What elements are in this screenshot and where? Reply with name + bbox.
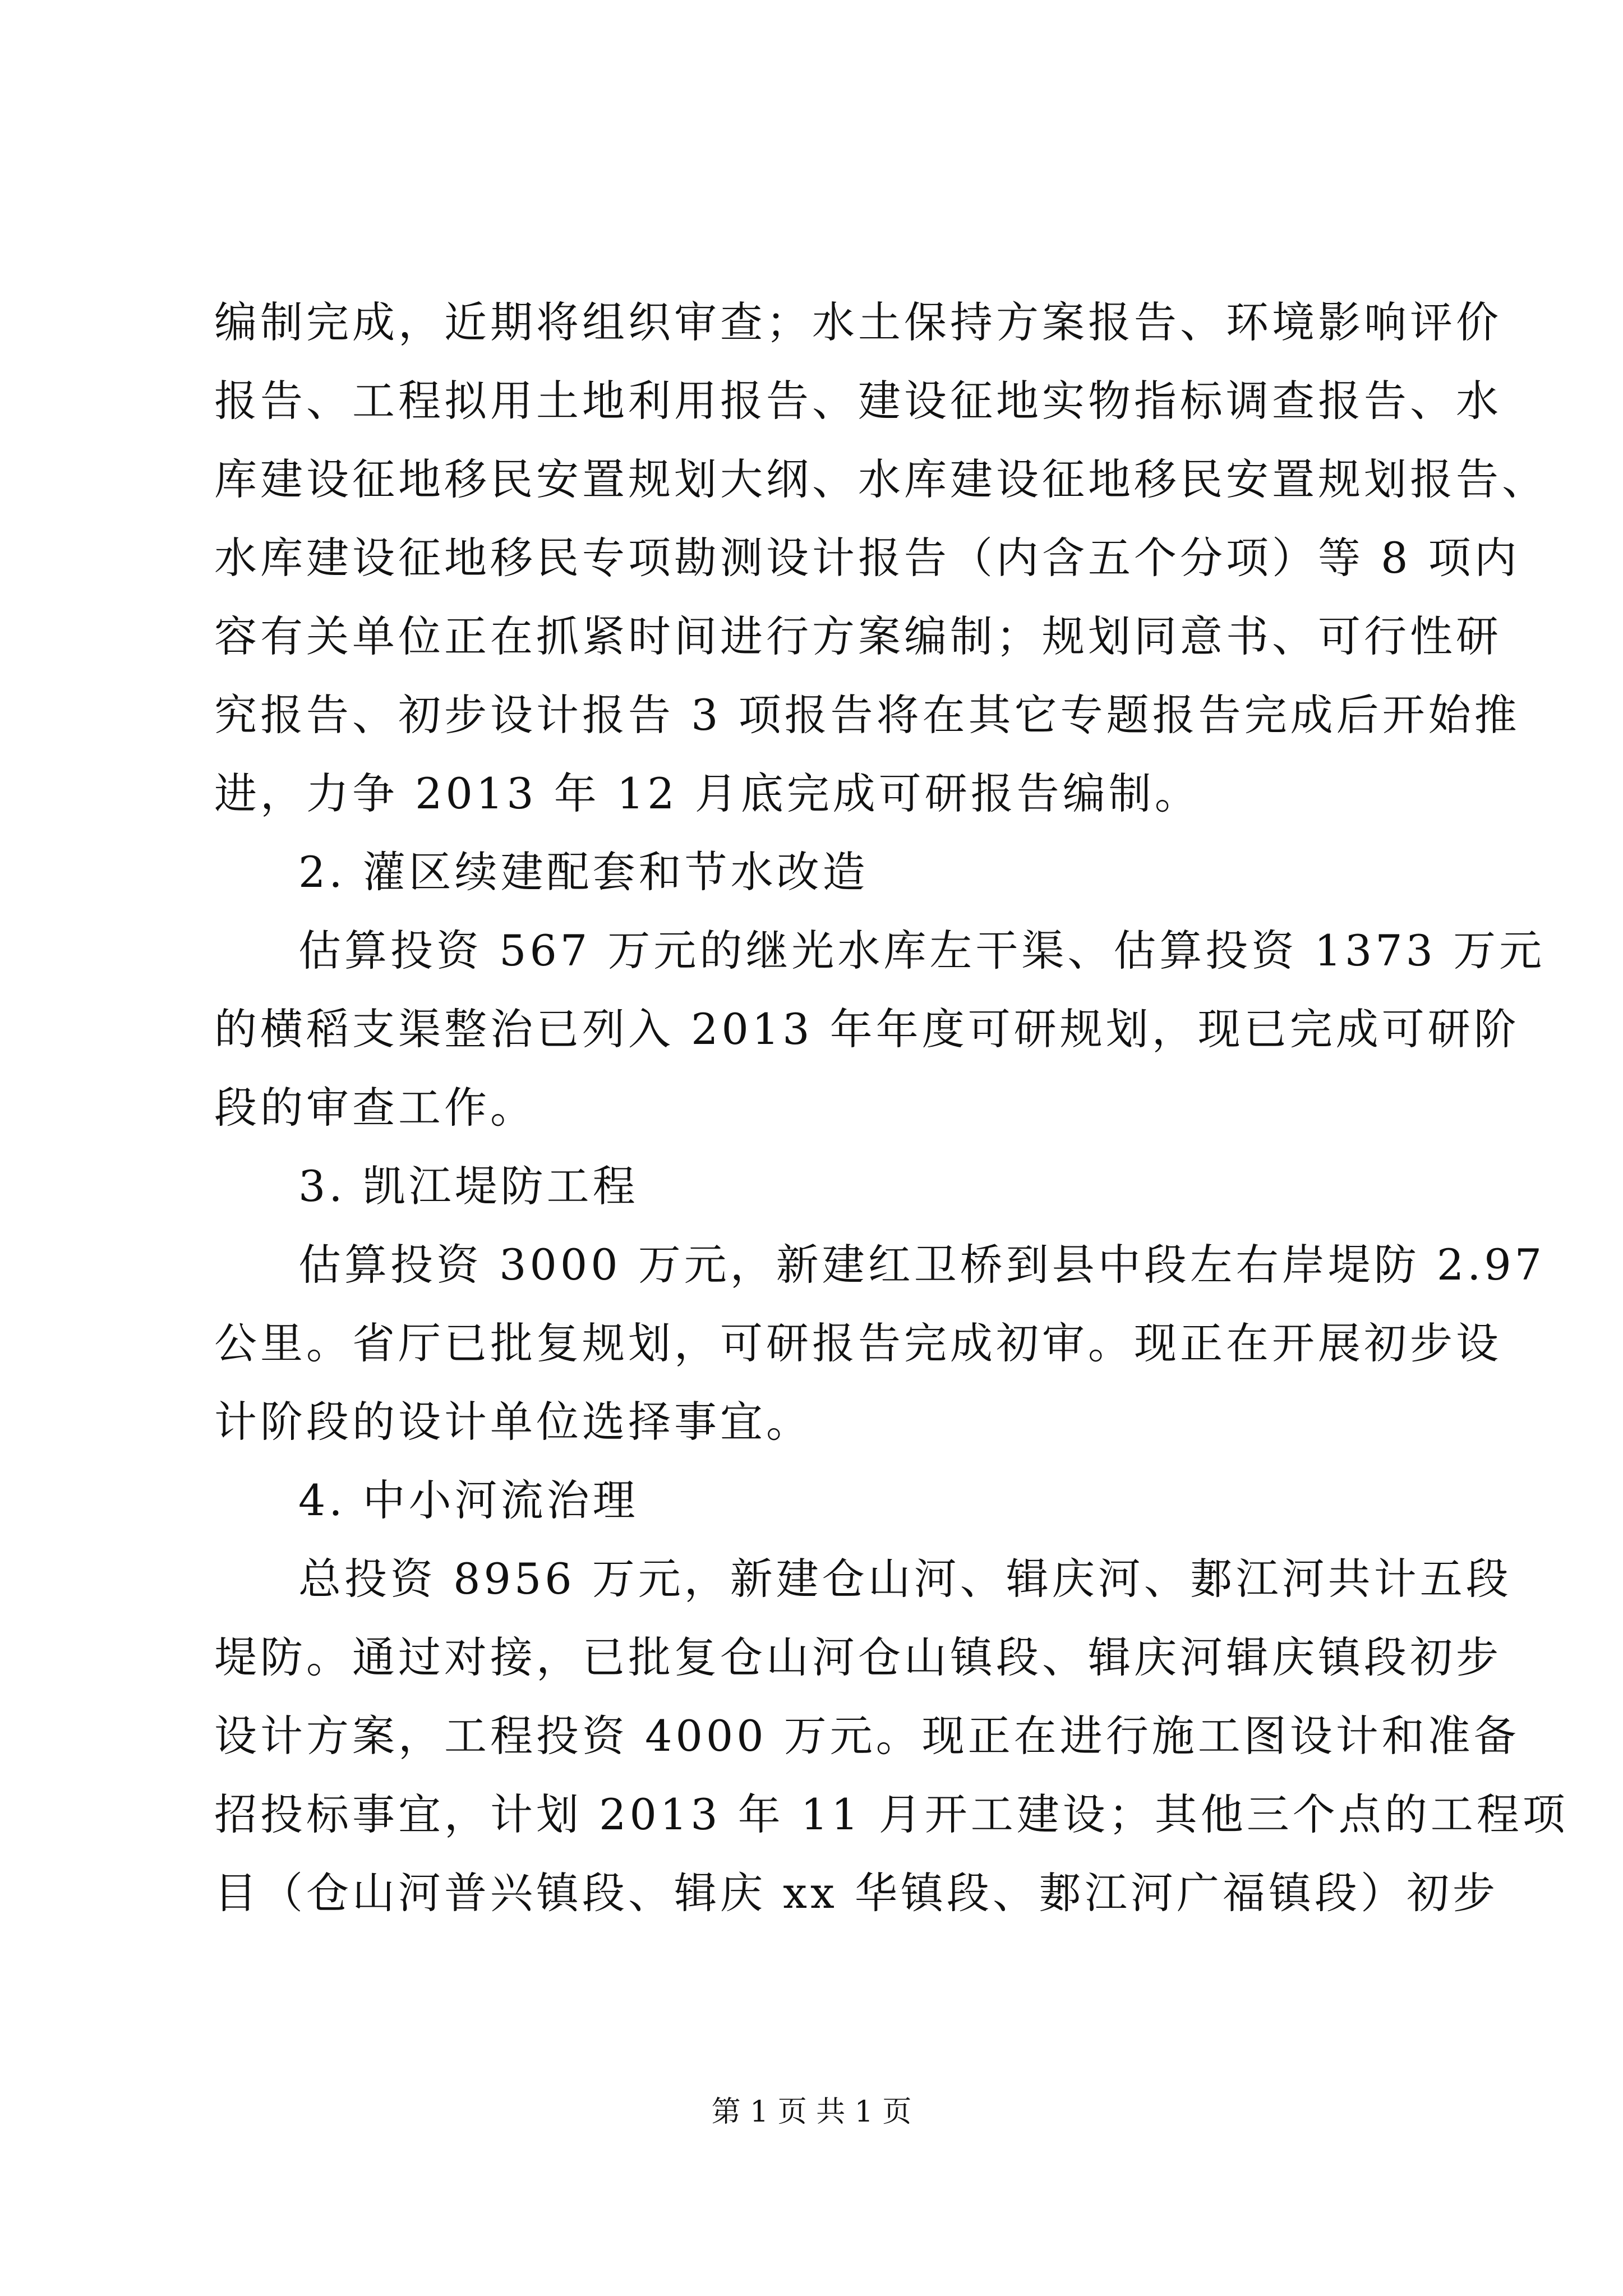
text-line-4: 水库建设征地移民专项勘测设计报告（内含五个分项）等 8 项内 — [214, 533, 1520, 583]
text-line-7: 进，力争 2013 年 12 月底完成可研报告编制。 — [214, 769, 1201, 818]
text-line-15: 计阶段的设计单位选择事宜。 — [214, 1397, 812, 1447]
text-line-9: 估算投资 567 万元的继光水库左干渠、估算投资 1373 万元 — [298, 926, 1546, 976]
text-line-18: 堤防。通过对接，已批复仓山河仓山镇段、辑庆河辑庆镇段初步 — [214, 1632, 1502, 1682]
section-heading-4: 4. 中小河流治理 — [298, 1475, 639, 1525]
text-line-20: 招投标事宜，计划 2013 年 11 月开工建设；其他三个点的工程项 — [214, 1789, 1569, 1839]
text-line-14: 公里。省厅已批复规划，可研报告完成初审。现正在开展初步设 — [214, 1318, 1502, 1368]
text-line-11: 段的审查工作。 — [214, 1083, 536, 1133]
text-line-2: 报告、工程拟用土地利用报告、建设征地实物指标调查报告、水 — [214, 376, 1502, 426]
section-heading-3: 3. 凯江堤防工程 — [298, 1161, 639, 1211]
text-line-5: 容有关单位正在抓紧时间进行方案编制；规划同意书、可行性研 — [214, 611, 1502, 661]
page-footer: 第 1 页 共 1 页 — [711, 2095, 912, 2129]
text-line-17: 总投资 8956 万元，新建仓山河、辑庆河、郪江河共计五段 — [298, 1554, 1512, 1604]
text-line-19: 设计方案，工程投资 4000 万元。现正在进行施工图设计和准备 — [214, 1711, 1520, 1761]
text-line-13: 估算投资 3000 万元，新建红卫桥到县中段左右岸堤防 2.97 — [298, 1240, 1546, 1290]
text-line-10: 的横稻支渠整治已列入 2013 年年度可研规划，现已完成可研阶 — [214, 1004, 1520, 1054]
text-line-6: 究报告、初步设计报告 3 项报告将在其它专题报告完成后开始推 — [214, 690, 1520, 740]
section-heading-2: 2. 灌区续建配套和节水改造 — [298, 847, 869, 897]
text-line-21: 目（仓山河普兴镇段、辑庆 xx 华镇段、郪江河广福镇段）初步 — [214, 1868, 1499, 1918]
text-line-3: 库建设征地移民安置规划大纲、水库建设征地移民安置规划报告、 — [214, 454, 1548, 504]
text-line-1: 编制完成，近期将组织审查；水土保持方案报告、环境影响评价 — [214, 297, 1502, 347]
